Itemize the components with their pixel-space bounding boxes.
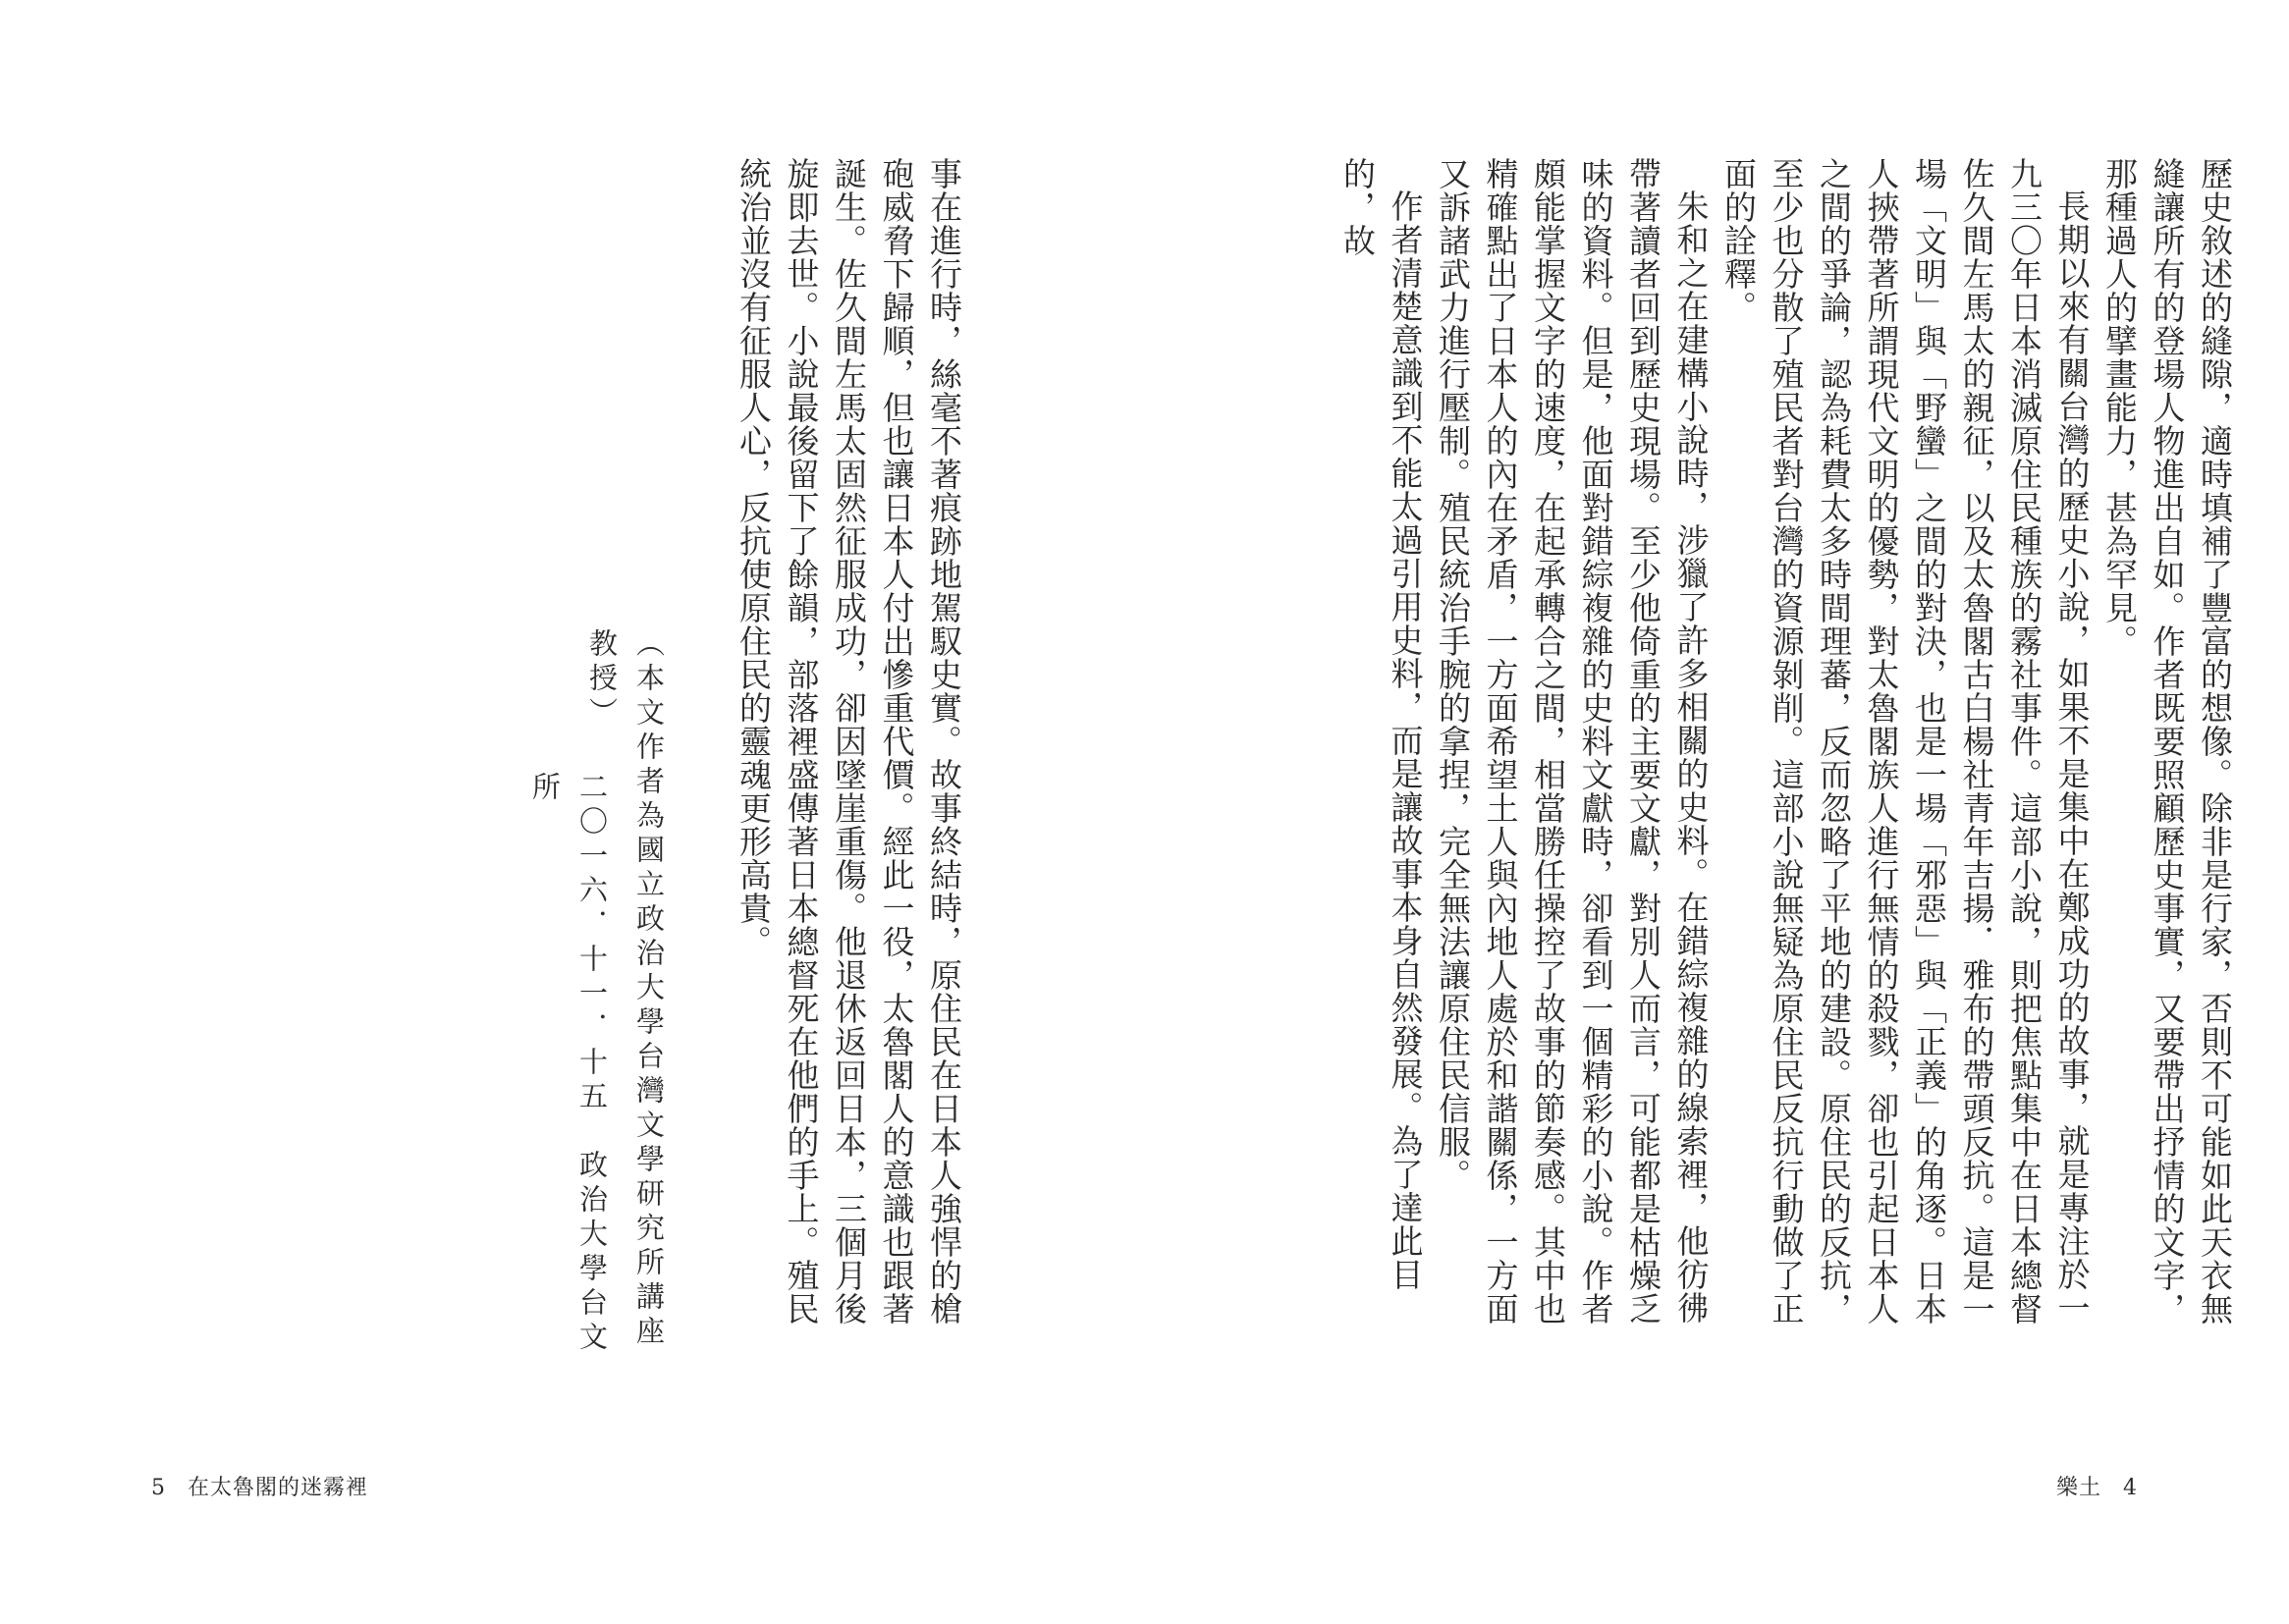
left-paragraph-1: 事在進行時，絲毫不著痕跡地駕馭史實。故事終結時，原住民在日本人強悍的槍砲威脅下歸順，但也讓日本人付出慘重代價。經此一役，太魯閣人的意識也跟著誕生。佐久間左馬太固然征服成功，卻因墜崖重傷。他退休返回日本，三個月後旋即去世。小說最後留下了餘韻，部落裡盛傳著日本總督死在他們的手上。殖民統治並沒有征服人心，反抗使原住民的靈魂更形高貴。 (735, 157, 963, 1326)
right-page-body (1236, 157, 2238, 1335)
signature-block (528, 0, 673, 1624)
right-paragraph-3: 朱和之在建構小說時，涉獵了許多相關的史料。在錯綜複雜的線索裡，他彷彿帶著讀者回到歷史現場。至少他倚重的主要文獻，對別人而言，可能都是枯燥乏味的資料。但是，他面對錯綜複雜的史料文獻時，卻看到一個精彩的小說。作者頗能掌握文字的速度，在起承轉合之間，相當勝任操控了故事的節奏感。其中也精確點出了日本人的內在矛盾，一方面希望土人與內地人處於和諧關係，一方面又訴諸武力進行壓制。殖民統治手腕的拿捏，完全無法讓原住民信服。 (1434, 157, 1711, 1326)
left-page-body (712, 157, 967, 1335)
right-footer (2056, 1471, 2152, 1501)
left-footer (137, 1471, 368, 1501)
right-paragraph-1: 歷史敘述的縫隙，適時填補了豐富的想像。除非是行家，否則不可能如此天衣無縫讓所有的登場人物進出自如。作者既要照顧歷史事實，又要帶出抒情的文字，那種過人的擘畫能力，甚為罕見。 (2100, 157, 2234, 1326)
author-note: （本文作者為國立政治大學台灣文學研究所講座教授） (585, 628, 666, 1350)
right-paragraph-4: 作者清楚意識到不能太過引用史料，而是讓故事本身自然發展。為了達此目的，故 (1338, 157, 1425, 1291)
signature-date-place: 二〇一六．十一．十五 政治大學台文所 (528, 772, 609, 1356)
left-page-number: 5 (151, 1476, 166, 1500)
left-footer-title: 在太魯閣的迷霧裡 (188, 1476, 369, 1500)
right-paragraph-2: 長期以來有關台灣的歷史小說，如果不是集中在鄭成功的故事，就是專注於一九三〇年日本消滅原住民種族的霧社事件。這部小說，則把焦點集中在日本總督佐久間左馬太的親征，以及太魯閣古白楊社青年吉揚．雅布的帶頭反抗。這是一場「文明」與「野蠻」之間的對決，也是一場「邪惡」與「正義」的角逐。日本人挾帶著所謂現代文明的優勢，對太魯閣族人進行無情的殺戮，卻也引起日本人之間的爭論，認為耗費太多時間理蕃，反而忽略了平地的建設。原住民的反抗，至少也分散了殖民者對台灣的資源剝削。這部小說無疑為原住民反抗行動做了正面的詮釋。 (1719, 157, 2092, 1326)
right-page (1145, 0, 2289, 1624)
right-footer-title: 樂土 (2055, 1476, 2101, 1500)
left-page (0, 0, 1144, 1624)
right-page-number: 4 (2123, 1476, 2138, 1500)
